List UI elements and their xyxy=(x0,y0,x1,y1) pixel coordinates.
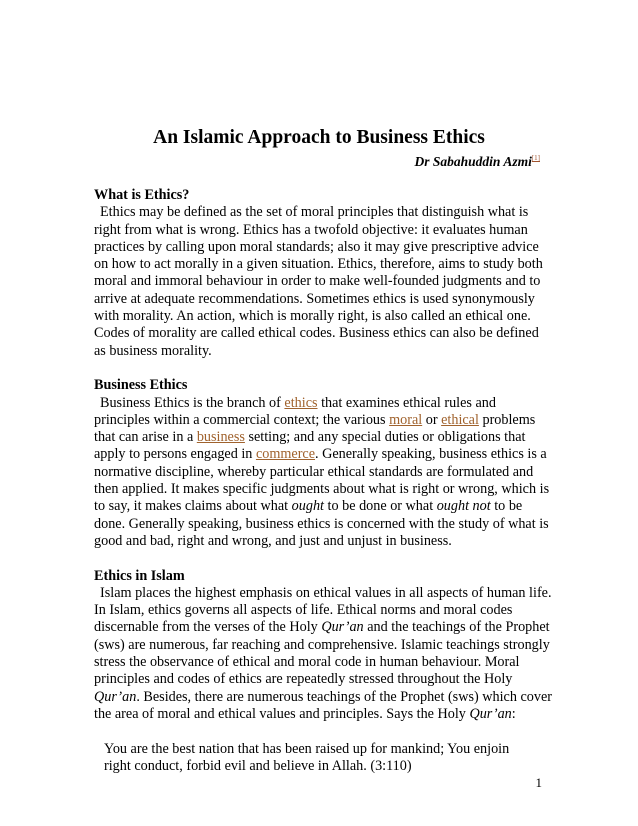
paragraph-text: that examines ethical rules and principles within a commercial context; the various xyxy=(94,394,496,428)
section-what-is-ethics xyxy=(94,187,554,360)
inline-link-ethics[interactable]: ethics xyxy=(284,394,318,411)
paragraph-text: to be done. Generally speaking, business ethics is concerned with the study of what is good and bad, right and wrong, and just and unjust in business. xyxy=(94,498,549,549)
paragraph-text: to be done or what xyxy=(324,498,437,515)
paragraph-text: Islam places the highest emphasis on ethical values in all aspects of human life. In Islam, ethics governs all aspects of life. Ethical norms and moral codes discernable from the verses of the Holy xyxy=(94,584,552,636)
paragraph-text: Ethics may be defined as the set of moral principles that distinguish what is right from what is wrong. Ethics has a twofold objective: it evaluates human practices by calling upon moral standards; also it may give prescriptive advice on how to act morally in a given situation. Ethics, therefore, aims to study both moral and immoral behaviour in order to make well-founded judgments and to arrive at adequate recommendations. Sometimes ethics is used synonymously with morality. An action, which is morally right, is also called an ethical one. Codes of morality are called ethical codes. Business ethics can also be defined as business morality. xyxy=(94,204,543,359)
document-body xyxy=(94,187,554,775)
paragraph-text: . Generally speaking, business ethics is a normative discipline, whereby particular ethical standards are formulated and then applied. It makes specific judgments about what is right or wrong, which is to say, it makes claims about what xyxy=(94,446,550,515)
section-paragraph xyxy=(94,585,554,723)
page-number: 1 xyxy=(535,775,542,790)
author-footnote xyxy=(532,154,540,162)
paragraph-text: setting; and any special duties or obligations that apply to persons engaged in xyxy=(94,429,526,463)
section-heading: Business Ethics xyxy=(94,377,188,394)
document-title: An Islamic Approach to Business Ethics xyxy=(153,127,485,148)
italic-term: ought xyxy=(291,498,324,515)
inline-link-moral[interactable]: moral xyxy=(389,411,423,428)
inline-link-business[interactable]: business xyxy=(196,429,245,446)
paragraph-text: and the teachings of the Prophet (sws) are numerous, far reaching and comprehensive. Islamic teachings strongly stress the observance of ethical and moral code in human behaviour. Moral principles and codes of ethics are repeatedly stressed throughout the Holy xyxy=(94,619,550,688)
inline-link-commerce[interactable]: commerce xyxy=(255,446,316,463)
section-paragraph xyxy=(94,395,554,551)
paragraph-text: or xyxy=(422,411,442,428)
italic-term: Qur’an xyxy=(94,688,137,705)
paragraph-text: Business Ethics is the branch of xyxy=(100,394,285,411)
paragraph-text: problems that can arise in a xyxy=(94,411,536,446)
inline-link-ethical[interactable]: ethical xyxy=(441,411,479,428)
section-ethics-in-islam xyxy=(94,568,554,724)
section-paragraph xyxy=(94,204,554,360)
author-name: Dr Sabahuddin Azmi xyxy=(414,154,532,169)
quran-quote: You are the best nation that has been raised up for mankind; You enjoin right conduct, forbid evil and believe in Allah. (3:110) xyxy=(104,740,510,774)
paragraph-text: : xyxy=(511,705,516,722)
italic-term: Qur’an xyxy=(321,619,364,636)
italic-term: Qur’an xyxy=(469,705,512,722)
section-heading: Ethics in Islam xyxy=(94,567,185,584)
italic-term: ought not xyxy=(436,498,491,515)
author-line xyxy=(415,150,540,170)
section-business-ethics xyxy=(94,377,554,550)
section-heading: What is Ethics? xyxy=(94,187,190,203)
author-footnote-link[interactable]: [1] xyxy=(531,154,540,162)
paragraph-text: . Besides, there are numerous teachings of the Prophet (sws) which cover the area of moral and ethical values and principles. Says the Holy xyxy=(94,688,552,722)
